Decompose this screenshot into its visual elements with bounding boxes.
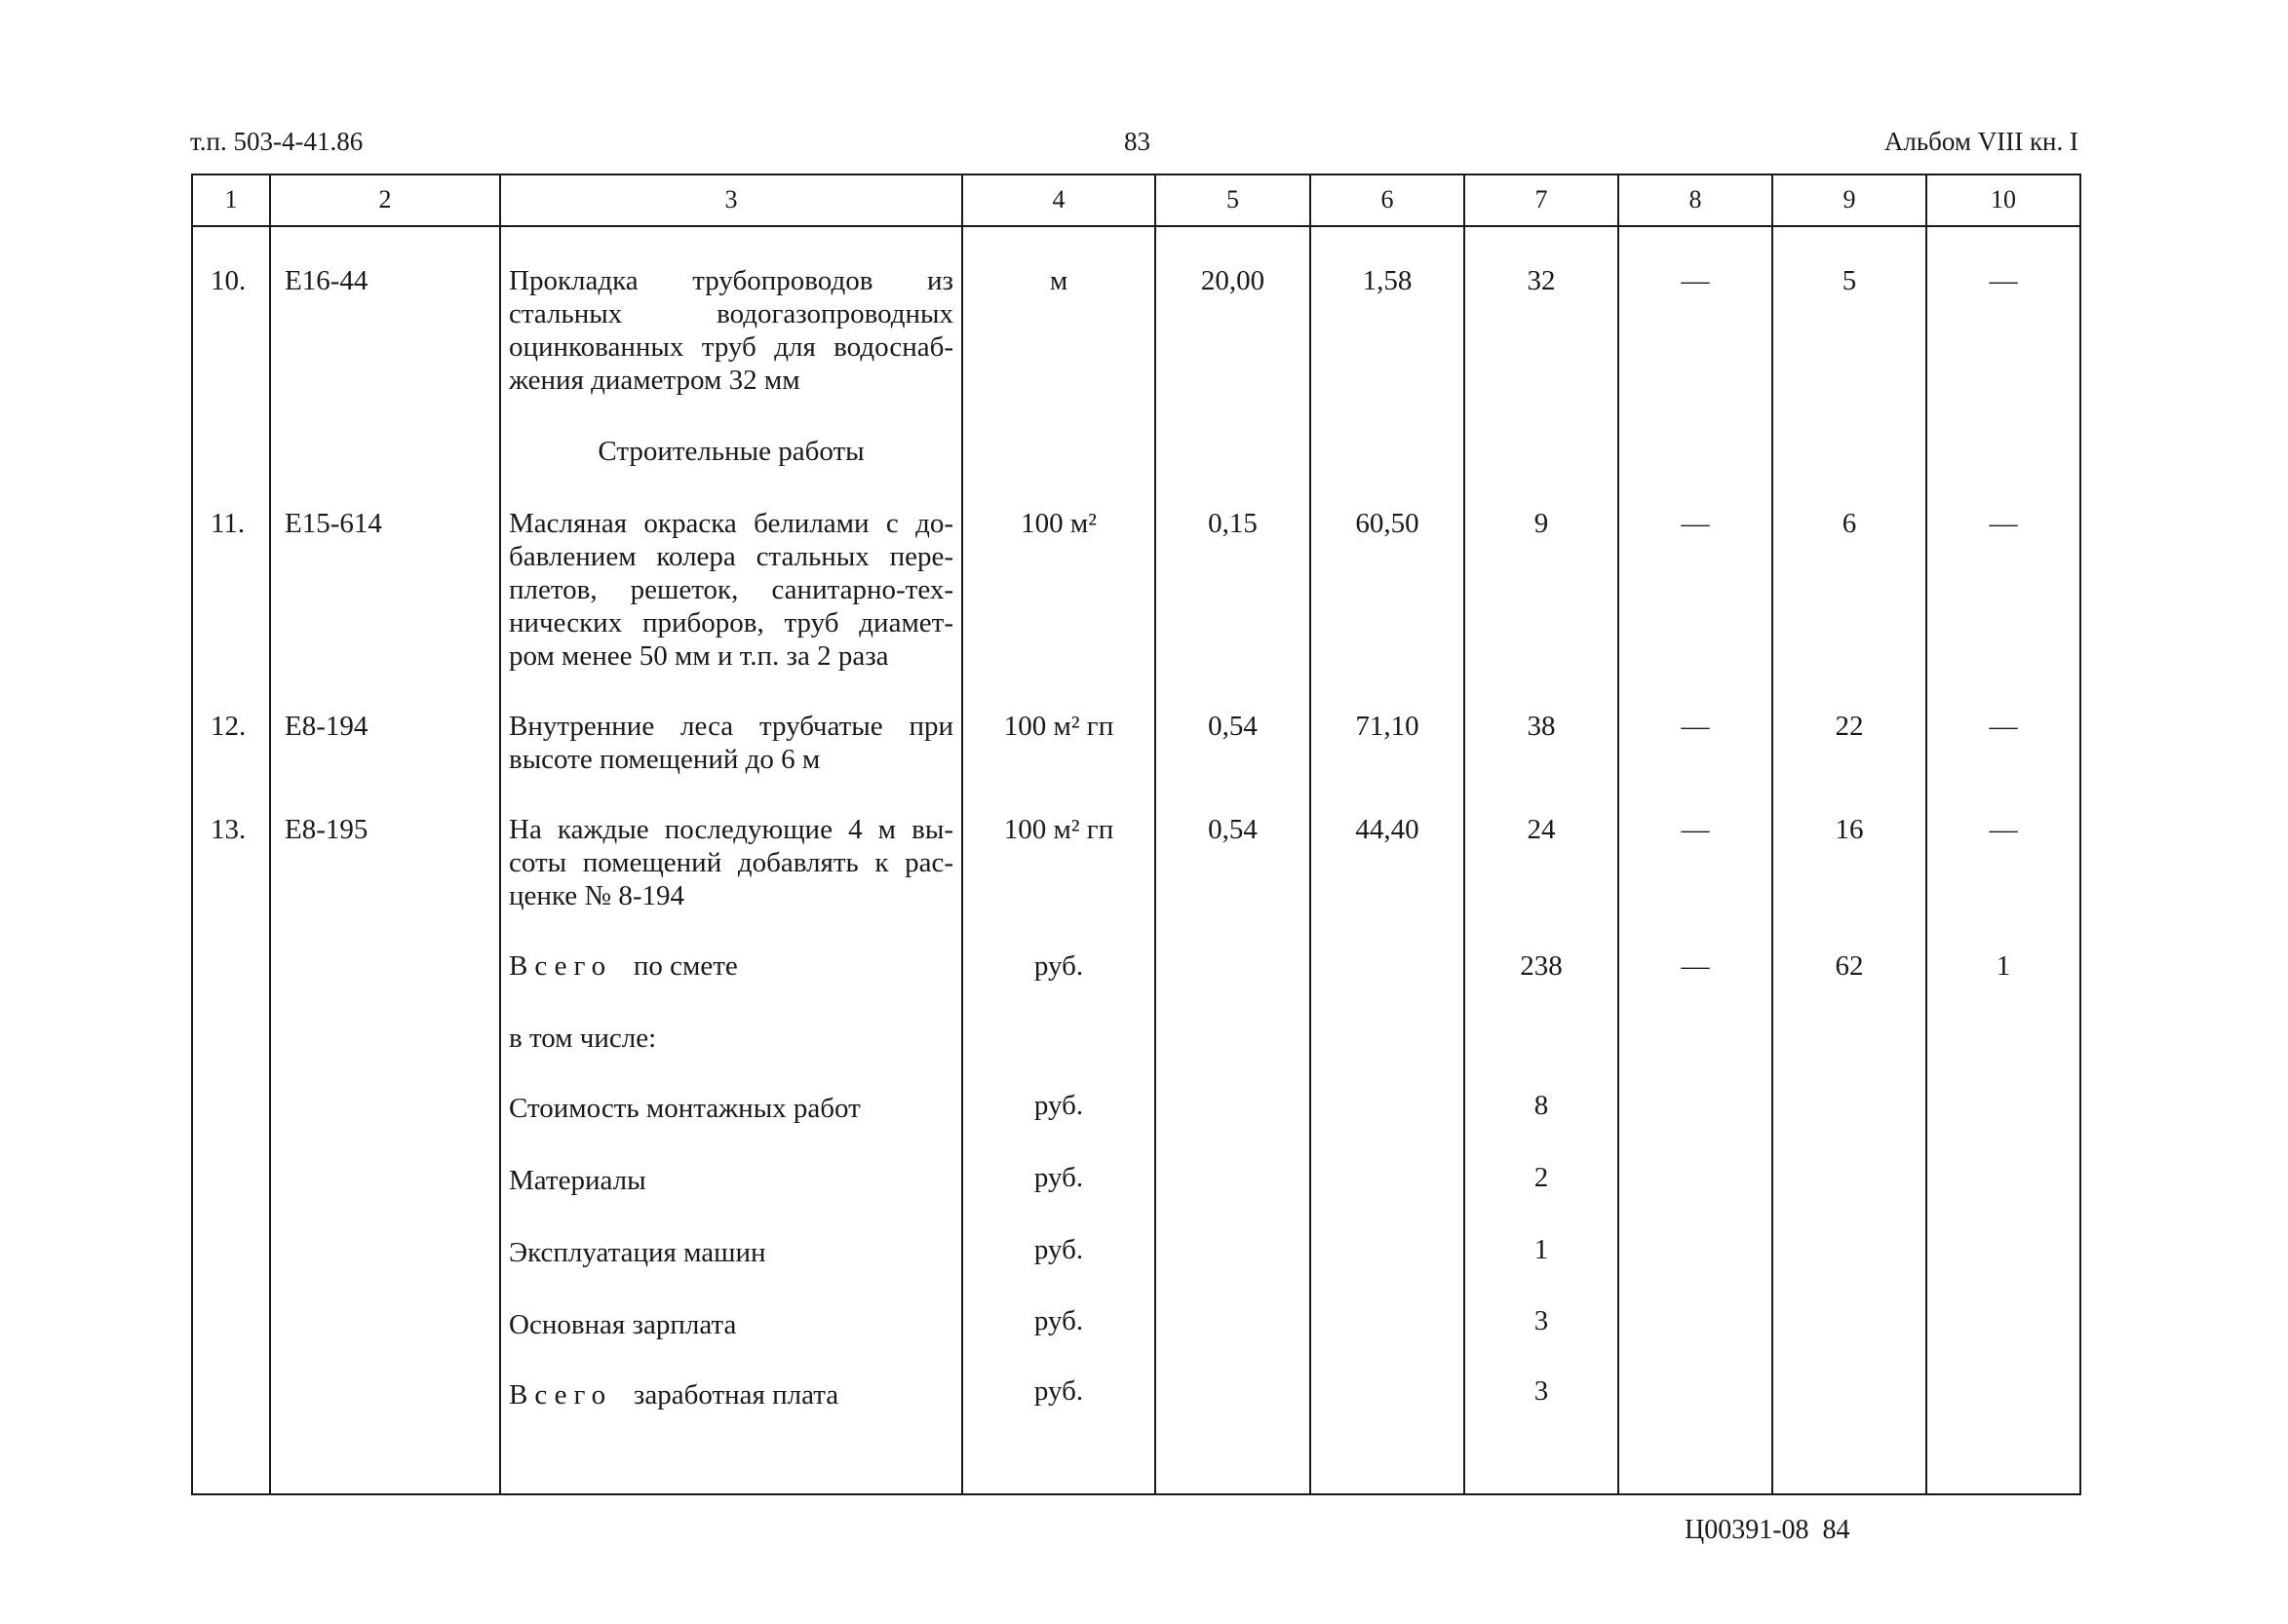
rate-code: Е8-194 <box>285 711 368 742</box>
description-line: плетов, решеток, санитарно-тех- <box>509 574 953 605</box>
unit-cell: руб. <box>1033 950 1084 982</box>
value-cell-9: 22 <box>1835 711 1864 742</box>
row-number: 11. <box>211 508 246 539</box>
total-cost-cell: 8 <box>1533 1090 1549 1121</box>
description-line: ценке № 8-194 <box>509 880 684 911</box>
description-line: стальных водогазопроводных <box>509 298 953 329</box>
total-cost-cell: 38 <box>1527 711 1556 742</box>
column-header: 2 <box>378 185 392 213</box>
row-number: 13. <box>211 814 247 845</box>
value-cell-9: 6 <box>1842 508 1857 539</box>
total-label <box>509 949 738 983</box>
column-header: 8 <box>1688 185 1702 213</box>
quantity-cell: 0,15 <box>1208 508 1258 539</box>
column-header: 4 <box>1052 185 1066 213</box>
quantity-cell: 0,54 <box>1208 711 1258 742</box>
description-line: бавлением колера стальных пере- <box>509 541 953 572</box>
column-header: 7 <box>1534 185 1548 213</box>
column-header: 3 <box>724 185 738 213</box>
quantity-cell: 20,00 <box>1200 265 1265 296</box>
unit-cell: 100 м² <box>1021 508 1097 539</box>
description-line: оцинкованных труб для водоснаб- <box>509 331 953 363</box>
value-cell-8: — <box>1681 265 1710 296</box>
column-header: 1 <box>224 185 238 213</box>
unit-cell: 100 м² гп <box>1003 711 1114 742</box>
value-cell-8: — <box>1681 814 1710 845</box>
wages-label-rest: заработная плата <box>633 1379 839 1411</box>
column-divider <box>191 174 193 1495</box>
unit-price-cell: 44,40 <box>1355 814 1419 845</box>
total-cost-cell: 32 <box>1527 265 1556 296</box>
including-label: в том числе: <box>509 1023 657 1054</box>
unit-cell: руб. <box>1033 1162 1084 1193</box>
description-line: Прокладка трубопроводов из <box>509 265 953 296</box>
description-line: ром менее 50 мм и т.п. за 2 раза <box>509 640 889 672</box>
value-cell-10: — <box>1989 508 2018 539</box>
work-description <box>509 813 953 912</box>
value-cell-9: 16 <box>1835 814 1864 845</box>
work-description <box>509 264 953 397</box>
work-description <box>509 710 953 776</box>
unit-cell: 100 м² гп <box>1003 814 1114 845</box>
column-header: 5 <box>1226 185 1239 213</box>
quantity-cell: 0,54 <box>1208 814 1258 845</box>
breakdown-label: Стоимость монтажных работ <box>509 1093 861 1124</box>
unit-cell: руб. <box>1033 1090 1084 1121</box>
unit-price-cell: 60,50 <box>1355 508 1419 539</box>
rate-code: Е15-614 <box>285 508 382 539</box>
total-cost-cell: 24 <box>1527 814 1556 845</box>
total-cost-cell: 2 <box>1533 1162 1549 1193</box>
total-cost-cell: 3 <box>1533 1305 1549 1336</box>
column-divider <box>2079 174 2081 1495</box>
breakdown-label: Материалы <box>509 1165 646 1196</box>
breakdown-label: Эксплуатация машин <box>509 1237 766 1268</box>
description-line: Внутренние леса трубчатые при <box>509 711 953 742</box>
unit-cell: руб. <box>1033 1305 1084 1336</box>
column-header: 6 <box>1380 185 1394 213</box>
description-line: высоте помещений до 6 м <box>509 744 821 775</box>
value-cell-10: — <box>1989 711 2018 742</box>
value-cell-8: — <box>1681 950 1710 982</box>
description-line: соты помещений добавлять к рас- <box>509 847 953 878</box>
rate-code: Е16-44 <box>285 265 368 296</box>
description-line: Масляная окраска белилами с до- <box>509 508 953 539</box>
unit-price-cell: 1,58 <box>1362 265 1413 296</box>
value-cell-8: — <box>1681 508 1710 539</box>
album-label: Альбом VIII кн. I <box>1883 127 2078 156</box>
total-cost-cell: 9 <box>1533 508 1549 539</box>
column-divider <box>499 174 501 1495</box>
unit-cell: руб. <box>1033 1234 1084 1265</box>
section-title: Строительные работы <box>598 436 865 467</box>
description-line: На каждые последующие 4 м вы- <box>509 814 953 845</box>
total-label-spaced: Всего <box>509 950 613 982</box>
breakdown-label: Основная зарплата <box>509 1309 737 1340</box>
value-cell-8: — <box>1681 711 1710 742</box>
column-header: 9 <box>1842 185 1856 213</box>
table-bottom-border <box>191 1493 2079 1495</box>
row-number: 12. <box>211 711 247 742</box>
total-cost-cell: 238 <box>1520 950 1563 982</box>
total-label-rest: по смете <box>633 950 738 982</box>
description-line: жения диаметром 32 мм <box>509 365 800 396</box>
total-cost-cell: 3 <box>1533 1375 1549 1407</box>
page-number: 83 <box>1124 127 1150 156</box>
total-cost-cell: 1 <box>1533 1234 1549 1265</box>
wages-label-spaced: Всего <box>509 1379 613 1411</box>
unit-price-cell: 71,10 <box>1355 711 1419 742</box>
value-cell-10: 1 <box>1996 950 2011 982</box>
value-cell-10: — <box>1989 814 2018 845</box>
unit-cell: м <box>1049 265 1068 296</box>
row-number: 10. <box>211 265 247 296</box>
footer-document-code: Ц00391-08 84 <box>1685 1515 1850 1545</box>
value-cell-9: 62 <box>1835 950 1864 982</box>
column-header: 10 <box>1991 185 2016 213</box>
work-description <box>509 507 953 673</box>
rate-code: Е8-195 <box>285 814 368 845</box>
column-divider <box>269 174 271 1495</box>
wages-total-label <box>509 1378 838 1411</box>
unit-cell: руб. <box>1033 1375 1084 1407</box>
value-cell-9: 5 <box>1842 265 1857 296</box>
description-line: нических приборов, труб диамет- <box>509 607 953 638</box>
value-cell-10: — <box>1989 265 2018 296</box>
document-code: т.п. 503-4-41.86 <box>190 127 364 156</box>
